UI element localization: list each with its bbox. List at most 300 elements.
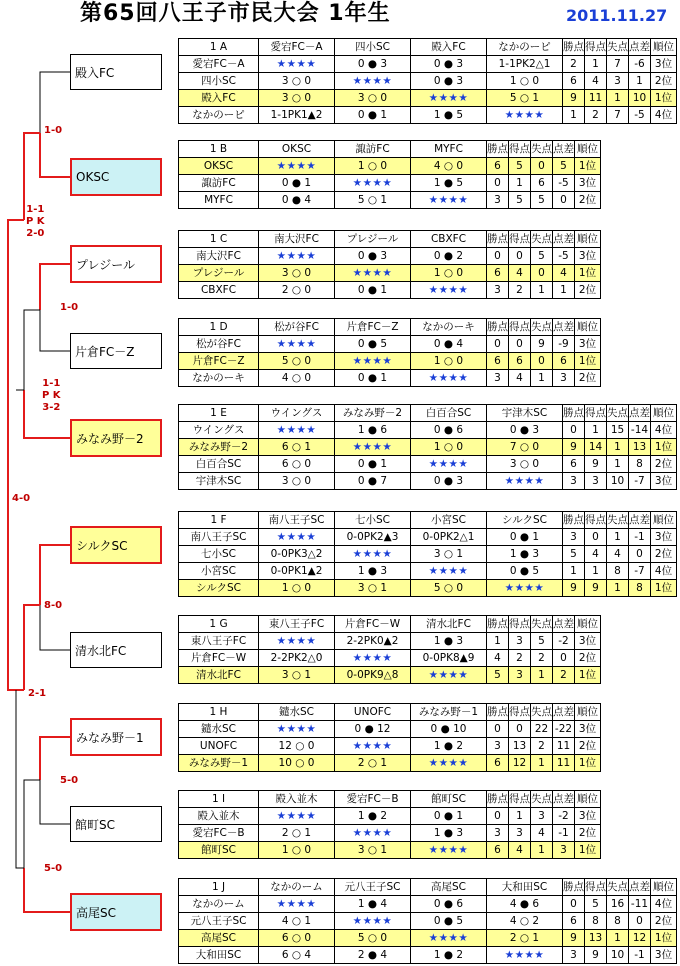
row-team-name: 東八王子FC [179,633,259,650]
group-column-team: 大和田SC [487,879,563,896]
table-row [179,546,677,563]
group-column-team: 南大沢FC [259,231,335,248]
stat-header: 勝点 [487,791,509,808]
stat-header: 失点 [607,512,629,529]
stat-value: 1位 [651,580,677,597]
match-result: 0 ● 4 [259,192,335,209]
group-column-team: 宇津木SC [487,405,563,422]
table-row [179,456,677,473]
stat-header: 勝点 [487,319,509,336]
table-row [179,721,601,738]
stat-value: 3位 [651,947,677,964]
row-team-name: なかのーム [179,896,259,913]
table-row [179,563,677,580]
stat-value: 2位 [651,73,677,90]
group-table [178,404,677,490]
match-result: ★★★★ [335,265,411,282]
stat-value: 3位 [575,721,601,738]
stat-value: 6 [563,456,585,473]
match-score: 4-0 [12,493,31,504]
stat-value: -5 [553,175,575,192]
stat-value: 9 [563,580,585,597]
stat-value: 2位 [575,825,601,842]
bracket-team-name: 清水北FC [75,643,127,658]
stat-value: 4位 [651,107,677,124]
table-row [179,56,677,73]
stat-value: 1 [607,930,629,947]
stat-value: 3 [553,370,575,387]
stat-value: 9 [585,456,607,473]
stat-value: 5 [531,248,553,265]
match-result: 1 ● 5 [411,175,487,192]
group-column-team: みなみ野－1 [411,704,487,721]
match-result: ★★★★ [259,422,335,439]
match-result: 0 ● 3 [335,56,411,73]
stat-header: 勝点 [487,704,509,721]
stat-header: 点差 [553,616,575,633]
match-score: 1-0 [44,125,63,136]
stat-header: 失点 [531,704,553,721]
group-table [178,511,677,597]
group-column-team: 高尾SC [411,879,487,896]
match-result: 0 ● 12 [335,721,411,738]
row-team-name: 殿入並木 [179,808,259,825]
group-column-team: CBXFC [411,231,487,248]
match-score: 5-0 [60,775,79,786]
match-result: 3 ○ 1 [335,842,411,859]
group-column-team: 愛宕FC－B [335,791,411,808]
match-result: 3 ○ 0 [259,73,335,90]
group-column-team: なかのーピ [487,39,563,56]
bracket-team-box [70,333,162,369]
stat-value: 4 [487,650,509,667]
stat-header: 得点 [509,319,531,336]
match-result: 1 ○ 0 [411,353,487,370]
stat-value: 0 [487,248,509,265]
stat-value: 3 [509,667,531,684]
group-header-row [179,231,601,248]
group-header-row [179,616,601,633]
match-result: 0 ● 1 [335,456,411,473]
match-result: ★★★★ [411,563,487,580]
stat-header: 点差 [629,512,651,529]
stat-value: -1 [553,825,575,842]
row-team-name: なかのーピ [179,107,259,124]
table-row [179,90,677,107]
stat-value: 6 [487,158,509,175]
stat-value: 2 [563,56,585,73]
group-table [178,140,601,209]
stat-value: 4 [585,73,607,90]
stat-value: 1 [585,563,607,580]
stat-header: 順位 [575,231,601,248]
stat-value: 6 [563,913,585,930]
stat-value: 1位 [651,90,677,107]
stat-header: 勝点 [487,231,509,248]
stat-value: 2位 [575,370,601,387]
stat-value: 4 [607,546,629,563]
bracket-team-box [70,419,162,457]
group-name: 1 G [179,616,259,633]
match-score: 5-0 [44,863,63,874]
stat-value: 1 [607,90,629,107]
match-result: 0 ● 2 [411,248,487,265]
match-result: 2-2PK2△0 [259,650,335,667]
match-result: 0 ● 3 [411,56,487,73]
stat-value: 3位 [651,529,677,546]
row-team-name: なかのーキ [179,370,259,387]
stat-header: 失点 [531,616,553,633]
match-result: 1-1PK1▲2 [259,107,335,124]
group-table [178,703,601,772]
stat-header: 点差 [553,231,575,248]
stat-value: 3 [487,738,509,755]
stat-value: 11 [553,738,575,755]
bracket-team-name: みなみ野－1 [76,730,144,745]
match-result: 0-0PK8▲9 [411,650,487,667]
stat-value: 1位 [651,439,677,456]
table-row [179,336,601,353]
stat-header: 点差 [553,319,575,336]
match-result: ★★★★ [335,650,411,667]
stat-value: 6 [563,73,585,90]
row-team-name: プレジール [179,265,259,282]
stat-header: 順位 [651,879,677,896]
stat-value: 9 [563,439,585,456]
stat-value: 1 [509,808,531,825]
match-result: 1 ○ 0 [259,842,335,859]
stat-value: 3位 [575,248,601,265]
group-column-team: なかのーム [259,879,335,896]
stat-value: 4 [509,842,531,859]
stat-header: 順位 [575,704,601,721]
bracket-team-box [70,54,162,90]
stat-header: 勝点 [563,879,585,896]
match-result: 10 ○ 0 [259,755,335,772]
group-table [178,230,601,299]
stat-value: 0 [563,422,585,439]
stat-header: 順位 [575,141,601,158]
stat-value: 2 [531,738,553,755]
stat-value: 3 [487,370,509,387]
stat-value: 3位 [651,473,677,490]
stat-header: 得点 [585,879,607,896]
bracket-team-name: みなみ野－2 [76,431,144,446]
table-row [179,192,601,209]
stat-value: 6 [487,755,509,772]
group-header-row [179,791,601,808]
match-result: 1 ● 2 [335,808,411,825]
stat-value: -1 [629,529,651,546]
match-result: ★★★★ [335,439,411,456]
stat-value: 0 [487,336,509,353]
stat-value: -14 [629,422,651,439]
group-column-team: 清水北FC [411,616,487,633]
match-result: 0 ● 1 [335,282,411,299]
stat-value: 5 [531,633,553,650]
stat-value: 0 [553,650,575,667]
match-result: 3 ○ 1 [259,667,335,684]
table-row [179,842,601,859]
stat-header: 点差 [553,141,575,158]
stat-value: 5 [563,546,585,563]
stat-header: 順位 [575,319,601,336]
table-row [179,667,601,684]
match-result: ★★★★ [411,456,487,473]
stat-header: 失点 [607,405,629,422]
table-row [179,353,601,370]
stat-value: 3位 [575,175,601,192]
match-result: ★★★★ [335,73,411,90]
match-result: ★★★★ [259,336,335,353]
stat-value: 3 [563,947,585,964]
stat-value: 8 [585,913,607,930]
match-result: 2 ○ 0 [259,282,335,299]
match-result: 1-1PK2△1 [487,56,563,73]
row-team-name: OKSC [179,158,259,175]
stat-value: 6 [531,175,553,192]
stat-value: 1位 [651,930,677,947]
stat-value: 2位 [575,192,601,209]
match-result: 1 ○ 0 [411,439,487,456]
match-result: 0-0PK2△1 [411,529,487,546]
stat-value: 3 [509,633,531,650]
stat-header: 順位 [575,616,601,633]
match-result: 0-0PK3△2 [259,546,335,563]
stat-value: 10 [607,947,629,964]
match-result: ★★★★ [487,947,563,964]
match-result: ★★★★ [259,721,335,738]
match-result: 2 ○ 1 [487,930,563,947]
group-column-team: 殿入FC [411,39,487,56]
group-table [178,615,601,684]
group-column-team: UNOFC [335,704,411,721]
group-table [178,790,601,859]
match-result: 3 ○ 0 [259,90,335,107]
match-result: 1 ● 5 [411,107,487,124]
group-name: 1 C [179,231,259,248]
event-date: 2011.11.27 [566,6,668,25]
stat-value: 1 [531,755,553,772]
stat-header: 得点 [585,512,607,529]
bracket-line [40,310,70,351]
row-team-name: 高尾SC [179,930,259,947]
row-team-name: ウイングス [179,422,259,439]
stat-value: 10 [607,473,629,490]
stat-value: 4 [531,825,553,842]
match-result: ★★★★ [259,56,335,73]
stat-value: 0 [553,192,575,209]
stat-value: 6 [509,353,531,370]
stat-header: 順位 [575,791,601,808]
match-result: 0-0PK1▲2 [259,563,335,580]
table-row [179,282,601,299]
stat-value: 3 [563,473,585,490]
stat-value: 2位 [575,282,601,299]
match-result: 0 ● 3 [487,422,563,439]
group-header-row [179,39,677,56]
group-name: 1 I [179,791,259,808]
stat-header: 順位 [651,405,677,422]
stat-value: 1 [607,529,629,546]
stat-value: 3 [487,192,509,209]
match-result: 0 ● 7 [335,473,411,490]
stat-value: 0 [509,248,531,265]
table-row [179,825,601,842]
group-column-team: 白百合SC [411,405,487,422]
match-result: ★★★★ [259,896,335,913]
match-result: 1 ○ 0 [487,73,563,90]
stat-value: 0 [563,896,585,913]
stat-value: 12 [509,755,531,772]
stat-value: 9 [563,90,585,107]
match-result: ★★★★ [259,158,335,175]
stat-value: 1 [531,842,553,859]
stat-header: 得点 [509,231,531,248]
stat-value: 1 [531,370,553,387]
group-column-team: 鑓水SC [259,704,335,721]
match-result: ★★★★ [335,825,411,842]
stat-value: 9 [585,947,607,964]
match-result: 1 ○ 0 [335,158,411,175]
stat-value: 1位 [575,158,601,175]
row-team-name: 諏訪FC [179,175,259,192]
group-column-team: 七小SC [335,512,411,529]
stat-value: 1 [531,667,553,684]
stat-value: -2 [553,808,575,825]
match-result: ★★★★ [335,913,411,930]
row-team-name: みなみ野－1 [179,755,259,772]
stat-value: 3 [607,73,629,90]
stat-value: 5 [585,896,607,913]
match-result: 1 ● 3 [487,546,563,563]
stat-header: 失点 [531,319,553,336]
match-result: 5 ○ 0 [411,580,487,597]
match-result: 4 ● 6 [487,896,563,913]
match-result: 0 ● 5 [487,563,563,580]
match-result: 3 ○ 0 [259,473,335,490]
match-result: ★★★★ [335,175,411,192]
bracket-line [8,500,24,690]
stat-header: 得点 [585,39,607,56]
stat-value: 11 [585,90,607,107]
match-score: 2-1 [28,688,47,699]
match-result: ★★★★ [411,930,487,947]
stat-value: -5 [553,248,575,265]
stat-value: 3 [509,825,531,842]
match-result: 0 ● 6 [411,896,487,913]
stat-header: 点差 [553,791,575,808]
stat-value: -7 [629,473,651,490]
match-result: 1 ● 3 [335,563,411,580]
stat-value: -11 [629,896,651,913]
group-column-team: 殿入並木 [259,791,335,808]
stat-value: 0 [629,913,651,930]
stat-header: 得点 [509,791,531,808]
table-row [179,175,601,192]
table-row [179,158,601,175]
stat-value: 4位 [651,563,677,580]
stat-value: 0 [531,353,553,370]
row-team-name: 館町SC [179,842,259,859]
bracket-line [24,310,40,390]
table-row [179,755,601,772]
match-result: 6 ○ 0 [259,456,335,473]
stat-value: -6 [629,56,651,73]
row-team-name: 松が谷FC [179,336,259,353]
match-result: ★★★★ [487,473,563,490]
bracket-line [40,133,70,177]
match-result: ★★★★ [487,580,563,597]
stat-value: 7 [607,107,629,124]
stat-header: 得点 [585,405,607,422]
group-column-team: 元八王子SC [335,879,411,896]
match-result: 7 ○ 0 [487,439,563,456]
stat-value: 1 [585,422,607,439]
stat-value: 14 [585,439,607,456]
group-column-team: 片倉FC－Z [335,319,411,336]
match-result: 1 ● 4 [335,896,411,913]
group-column-team: 片倉FC－W [335,616,411,633]
stat-value: -9 [553,336,575,353]
group-header-row [179,405,677,422]
match-result: ★★★★ [335,546,411,563]
stat-header: 順位 [651,39,677,56]
stat-value: 9 [563,930,585,947]
stat-value: 1 [607,580,629,597]
row-team-name: シルクSC [179,580,259,597]
row-team-name: 片倉FC－Z [179,353,259,370]
stat-value: 3位 [575,633,601,650]
match-result: ★★★★ [411,90,487,107]
match-result: ★★★★ [335,738,411,755]
group-column-team: 館町SC [411,791,487,808]
match-result: ★★★★ [487,107,563,124]
stat-value: 9 [585,580,607,597]
stat-value: 3 [563,529,585,546]
match-result: ★★★★ [335,353,411,370]
match-result: 1 ○ 0 [259,580,335,597]
match-result: 6 ○ 4 [259,947,335,964]
stat-value: 0 [509,721,531,738]
bracket-line [16,690,24,868]
match-result: 2 ○ 1 [335,755,411,772]
table-row [179,473,677,490]
row-team-name: 七小SC [179,546,259,563]
stat-value: 4 [585,546,607,563]
stat-value: 13 [629,439,651,456]
stat-value: 0 [531,265,553,282]
group-header-row [179,879,677,896]
match-result: 0 ● 1 [335,370,411,387]
stat-value: 1 [531,282,553,299]
stat-value: 1位 [575,667,601,684]
match-result: ★★★★ [411,842,487,859]
stat-value: 5 [509,192,531,209]
row-team-name: 宇津木SC [179,473,259,490]
match-result: 2 ● 4 [335,947,411,964]
row-team-name: 白百合SC [179,456,259,473]
stat-value: 4 [509,265,531,282]
table-row [179,947,677,964]
match-result: 2-2PK0▲2 [335,633,411,650]
match-score: 1-1 P K 3-2 [42,378,61,413]
group-column-team: 諏訪FC [335,141,411,158]
stat-value: 1 [607,456,629,473]
stat-value: 3位 [575,336,601,353]
stat-value: 16 [607,896,629,913]
group-column-team: OKSC [259,141,335,158]
